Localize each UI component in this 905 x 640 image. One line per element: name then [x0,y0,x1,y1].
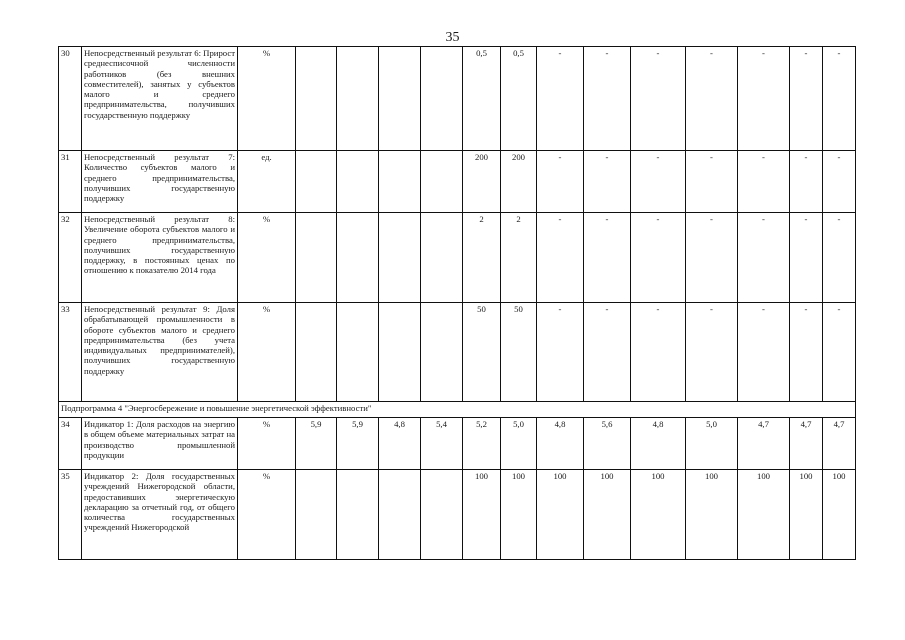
value-cell: 5,9 [296,418,337,470]
row-number: 31 [59,151,82,213]
indicator-name: Индикатор 2: Доля государственных учреждений Нижегородской области, предоставивших энергетическую декларацию за отчетный год, от общего количества государственных учреждений Нижегородской [82,470,238,560]
value-cell: 200 [501,151,537,213]
indicator-name: Непосредственный результат 9: Доля обрабатывающей промышленности в обороте субъектов малого и среднего предпринимательства (без учета индивидуальных предпринимателей), получивших государственную поддержку [82,303,238,402]
value-cell: - [823,151,856,213]
value-cell [379,151,421,213]
row-number: 30 [59,47,82,151]
value-cell: 4,7 [790,418,823,470]
value-cell: 0,5 [463,47,501,151]
value-cell: - [537,151,584,213]
value-cell: - [584,151,631,213]
table-row [59,418,856,470]
row-number: 34 [59,418,82,470]
value-cell: - [631,213,686,303]
table-row [59,47,856,151]
value-cell: 100 [463,470,501,560]
value-cell [296,151,337,213]
value-cell: 100 [584,470,631,560]
value-cell [296,470,337,560]
value-cell: - [631,47,686,151]
value-cell [337,303,379,402]
value-cell: 200 [463,151,501,213]
value-cell [421,151,463,213]
value-cell: - [686,213,738,303]
value-cell: - [790,47,823,151]
value-cell: - [686,303,738,402]
value-cell: 50 [463,303,501,402]
value-cell [337,47,379,151]
value-cell: 4,8 [537,418,584,470]
value-cell: - [790,303,823,402]
value-cell: 5,9 [337,418,379,470]
value-cell [379,303,421,402]
value-cell: - [631,151,686,213]
value-cell: 100 [537,470,584,560]
value-cell [421,47,463,151]
value-cell: 5,0 [686,418,738,470]
value-cell: - [686,47,738,151]
unit-cell: % [238,470,296,560]
value-cell: - [738,47,790,151]
indicator-name: Индикатор 1: Доля расходов на энергию в общем объеме материальных затрат на производство промышленной продукции [82,418,238,470]
value-cell [421,470,463,560]
value-cell: 5,6 [584,418,631,470]
value-cell: - [537,213,584,303]
row-number: 35 [59,470,82,560]
value-cell: - [686,151,738,213]
table-row [59,303,856,402]
page-number: 35 [445,30,460,45]
value-cell: - [631,303,686,402]
row-number: 33 [59,303,82,402]
table-row [59,151,856,213]
indicators-table [58,46,856,560]
unit-cell: ед. [238,151,296,213]
indicator-name: Непосредственный результат 8: Увеличение оборота субъектов малого и среднего предпринимательства, получивших государственную поддержку, в постоянных ценах по отношению к показателю 2014 года [82,213,238,303]
value-cell: - [823,47,856,151]
section-row [59,402,856,418]
value-cell: - [823,213,856,303]
value-cell: 100 [738,470,790,560]
value-cell: - [738,213,790,303]
value-cell: 4,7 [823,418,856,470]
table-row [59,470,856,560]
value-cell: - [584,47,631,151]
value-cell: - [738,151,790,213]
value-cell [379,47,421,151]
value-cell: - [738,303,790,402]
value-cell: 50 [501,303,537,402]
value-cell [421,213,463,303]
value-cell: - [790,213,823,303]
value-cell: 5,2 [463,418,501,470]
row-number: 32 [59,213,82,303]
value-cell [296,303,337,402]
value-cell [337,213,379,303]
value-cell [379,213,421,303]
table-row [59,213,856,303]
value-cell: 5,4 [421,418,463,470]
value-cell [379,470,421,560]
unit-cell: % [238,303,296,402]
value-cell: 4,8 [379,418,421,470]
value-cell: 5,0 [501,418,537,470]
unit-cell: % [238,47,296,151]
value-cell [296,47,337,151]
value-cell: 2 [463,213,501,303]
value-cell: 100 [631,470,686,560]
value-cell [337,470,379,560]
unit-cell: % [238,213,296,303]
value-cell: 2 [501,213,537,303]
value-cell: 100 [686,470,738,560]
value-cell: - [584,303,631,402]
value-cell: 100 [501,470,537,560]
value-cell: 4,8 [631,418,686,470]
value-cell: 0,5 [501,47,537,151]
value-cell: - [537,303,584,402]
unit-cell: % [238,418,296,470]
indicator-name: Непосредственный результат 7: Количество субъектов малого и среднего предпринимательства, получивших государственную поддержку [82,151,238,213]
value-cell [421,303,463,402]
value-cell: - [823,303,856,402]
value-cell: 100 [790,470,823,560]
indicator-name: Непосредственный результат 6: Прирост среднесписочной численности работников (без внешних совместителей), занятых у субъектов малого и среднего предпринимательства, получивших государственную поддержку [82,47,238,151]
value-cell: - [537,47,584,151]
value-cell: 4,7 [738,418,790,470]
section-title: Подпрограмма 4 "Энергосбережение и повышение энергетической эффективности" [59,402,856,418]
value-cell [296,213,337,303]
value-cell [337,151,379,213]
value-cell: - [584,213,631,303]
value-cell: 100 [823,470,856,560]
value-cell: - [790,151,823,213]
